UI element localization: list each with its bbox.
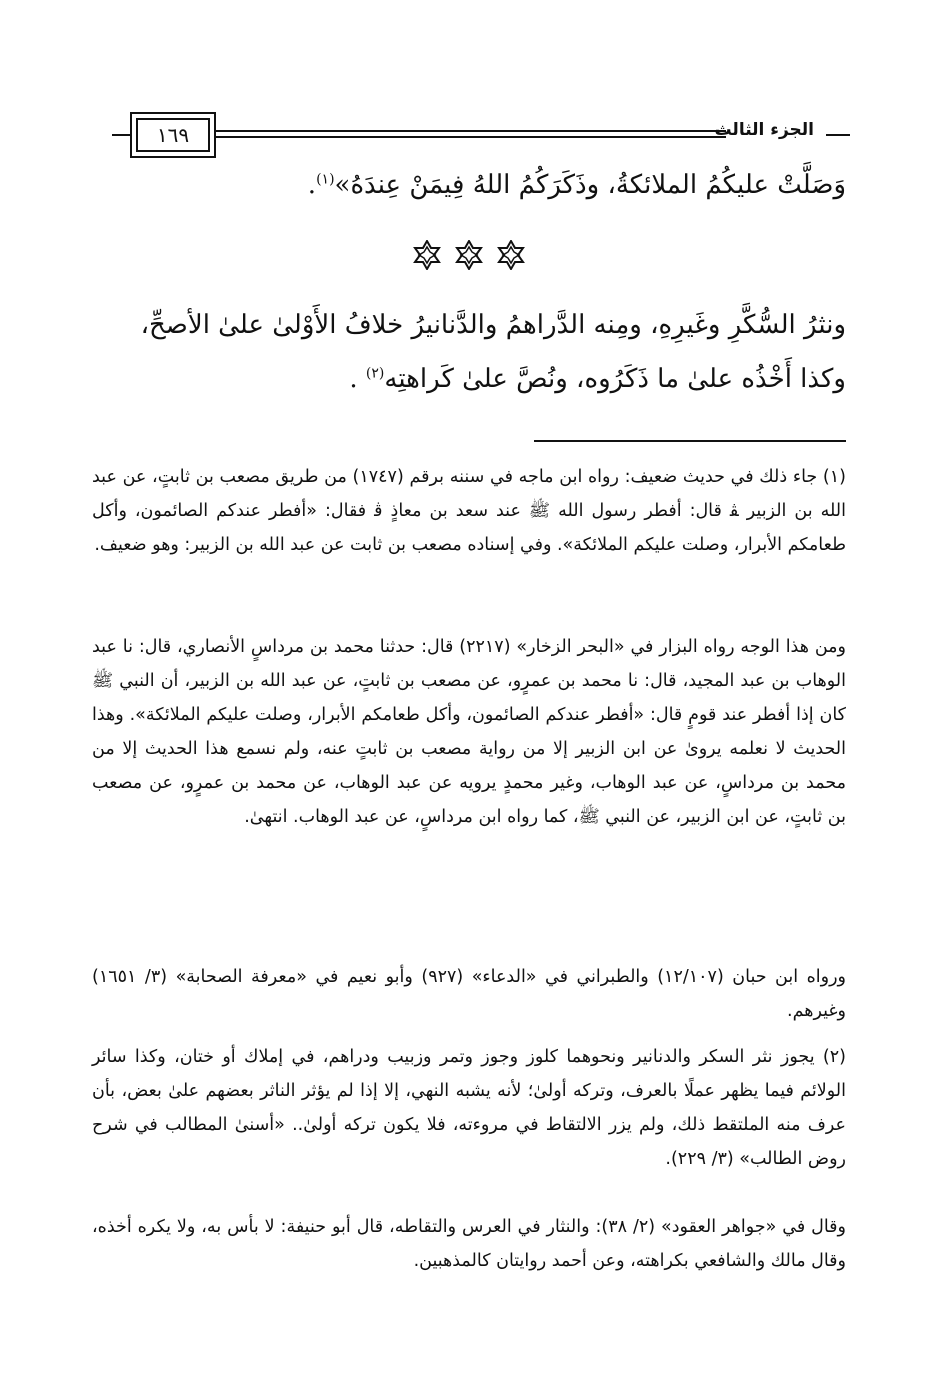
footnote-ref-1[interactable]: (١) — [316, 171, 335, 188]
section-divider-ornaments — [0, 240, 938, 280]
footnote-2-continuation: وقال في «جواهر العقود» (٢/ ٣٨): والنثار في العرس والتقاطه، قال أبو حنيفة: لا بأس به، ولا يكره أخذه، وقال مالك والشافعي بكراهته، وعن أحمد روايتان كالمذهبين. — [92, 1217, 846, 1271]
header-rule — [216, 130, 726, 138]
footnote-2: (٢) يجوز نثر السكر والدنانير ونحوهما كلوز وجوز وتمر وزبيب ودراهم، في إملاك أو ختان، وكذا سائر الولائم فيما يظهر عملًا بالعرف، وتركه أولىٰ؛ لأنه يشبه النهي، إلا إذا لم يؤثر الناثر بعضهم علىٰ بعض، بأن عرف منه الملتقط ذلك، ولم يزر الالتقاط في مروءته، فلا يكون تركه أولىٰ.. «أسنىٰ المطالب في شرح روض الطالب» (٣/ ٢٢٩). — [92, 1047, 846, 1169]
footnote-ref-2[interactable]: (٢) — [365, 365, 385, 382]
main-text-1: وَصَلَّتْ عليكُمُ الملائكةُ، وذَكَرَكُمُ اللهُ فِيمَنْ عِندَهُ» — [334, 170, 846, 200]
header-dash-right — [826, 134, 850, 136]
footnote-1: (١) جاء ذلك في حديث ضعيف: رواه ابن ماجه في سننه برقم (١٧٤٧) من طريق مصعب بن ثابتٍ، عن عبد الله بن الزبير ﭭ قال: أفطر رسول الله ﷺ عند سعد بن معاذٍ ﭬ فقال: «أفطر عندكم الصائمون، وأكل طعامكم الأبرار، وصلت عليكم الملائكة». وفي إسناده مصعب بن ثابت عن عبد الله بن الزبير: وهو ضعيف. — [92, 467, 846, 555]
main-text-line-1 — [308, 170, 846, 200]
footnote-1-sources: ورواه ابن حبان (١٢/١٠٧) والطبراني في «الدعاء» (٩٢٧) وأبو نعيم في «معرفة الصحابة» (٣/ ١٦٥١) وغيرهم. — [92, 967, 846, 1021]
main-text-3: وكذا أَخْذُه علىٰ ما ذَكَرُوه، ونُصَّ علىٰ كَراهتِه — [384, 364, 846, 394]
running-title: الجزء الثالث — [714, 120, 814, 140]
main-text-1-end: . — [307, 170, 317, 200]
main-text-line-2: ونثرُ السُّكَّرِ وغَيرِهِ، ومِنه الدَّراهمُ والدَّنانيرُ خلافُ الأَوْلىٰ علىٰ الأصحِّ، — [140, 310, 846, 340]
footnote-1-continuation: ومن هذا الوجه رواه البزار في «البحر الزخار» (٢٢١٧) قال: حدثنا محمد بن مرداسٍ الأنصاري، قال: نا عبد الوهاب بن عبد المجيد، قال: نا محمد بن عمرٍو، عن مصعب بن ثابتٍ، عن عبد الله بن الزبير، أن النبي ﷺ كان إذا أفطر عند قومٍ قال: «أفطر عندكم الصائمون، وأكل طعامكم الأبرار، وصلت عليكم الملائكة». وهذا الحديث لا نعلمه يرویٰ عن ابن الزبير إلا من رواية مصعب بن ثابتٍ عنه، ولم نسمع هذا الحديث إلا من محمد بن مرداسٍ، عن عبد الوهاب، وغير محمدٍ يرويه عن عبد الوهاب، عن محمد بن عمرٍو، عن مصعب بن ثابتٍ، عن ابن الزبير، عن النبي ﷺ، كما رواه ابن مرداسٍ، عن عبد الوهاب. انتهىٰ. — [92, 637, 846, 827]
page-header — [112, 112, 850, 162]
page-number: ١٦٩ — [136, 118, 210, 152]
main-text-line-3 — [349, 364, 846, 394]
star-ornament-icon — [454, 240, 484, 270]
footnote-separator — [534, 440, 846, 442]
main-text-3-end: . — [349, 364, 366, 394]
header-dash-left — [112, 134, 130, 136]
page-number-frame — [130, 112, 216, 158]
star-ornament-icon — [412, 240, 442, 270]
star-ornament-icon — [496, 240, 526, 270]
